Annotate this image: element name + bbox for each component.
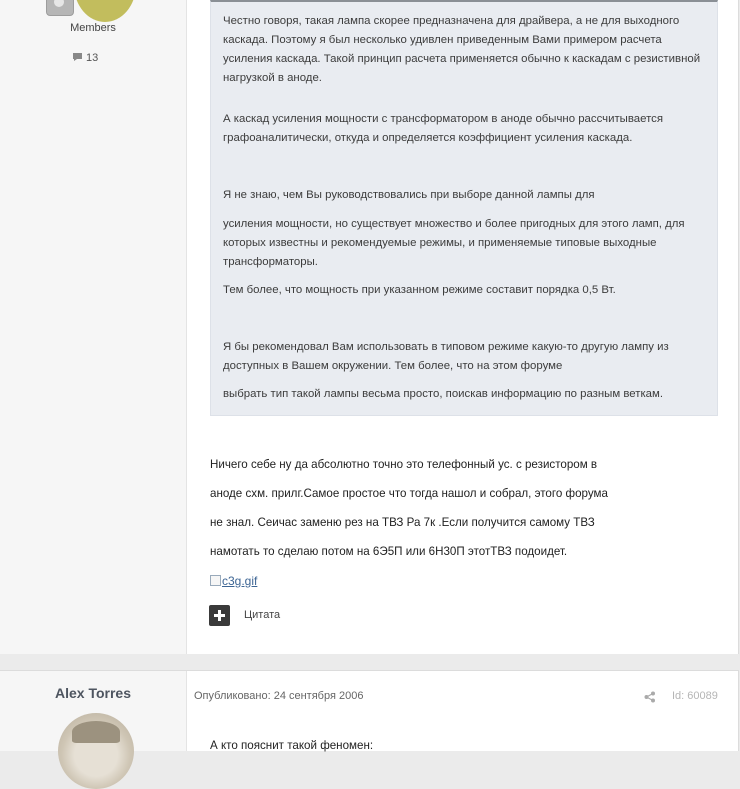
post-count <box>72 52 98 64</box>
author-panel <box>0 671 187 751</box>
quote-paragraph: Я не знаю, чем Вы руководствовались при выборе данной лампы для <box>223 189 595 201</box>
post-count-value: 13 <box>86 52 99 64</box>
broken-image-icon <box>210 575 221 586</box>
post-2 <box>0 670 739 751</box>
quote-paragraph: А каскад усиления мощности с трансформатором в аноде обычно рассчитывается графоаналитически, откуда и определяется коэффициент усиления каскада. <box>223 113 664 144</box>
quote-paragraph: выбрать тип такой лампы весьма просто, поискав информацию по разным веткам. <box>223 388 664 400</box>
post-text-line: не знал. Сеичас заменю рез на ТВЗ Ра 7к .Если получится самому ТВЗ <box>210 516 595 529</box>
rank-badge-icon <box>46 0 74 16</box>
author-panel <box>0 0 187 654</box>
author-name[interactable]: Alex Torres <box>55 685 131 701</box>
quote-paragraph: усиления мощности, но существует множество и более пригодных для этого ламп, для которых известны и рекомендуемые режимы, и применяемые типовые выходные трансформаторы. <box>223 218 685 268</box>
post-text-line: аноде схм. прилг.Самое простое что тогда нашол и собрал, этого форума <box>210 487 608 500</box>
image-alt: c3g.gif <box>222 574 258 588</box>
post-text-line: А кто пояснит такой феномен: <box>210 739 374 752</box>
share-icon[interactable] <box>644 691 656 703</box>
post-date: Опубликовано: 24 сентября 2006 <box>194 690 364 702</box>
author-group: Members <box>70 22 116 34</box>
broken-image-link[interactable] <box>210 574 257 588</box>
quote-paragraph: Честно говоря, такая лампа скорее предназначена для драйвера, а не для выходного каскада. Поэтому я был несколько удивлен приведенным Вами примером расчета усиления каскада. Такой принцип расчета применяется обычно к каскадам с резистивной нагрузкой в аноде. <box>223 15 701 84</box>
quote-paragraph: Я бы рекомендовал Вам использовать в типовом режиме какую-то другую лампу из доступных в Вашем окружении. Тем более, что на этом форуме <box>223 341 669 372</box>
plus-icon[interactable] <box>209 605 230 626</box>
avatar[interactable] <box>58 713 134 789</box>
post-text-line: намотать то сделаю потом на 6Э5П или 6Н30П этотТВЗ подоидет. <box>210 545 568 558</box>
blockquote <box>210 0 718 416</box>
post-text-line: Ничего себе ну да абсолютно точно это телефонный ус. с резистором в <box>210 458 598 471</box>
avatar[interactable] <box>74 0 136 22</box>
comment-icon <box>72 52 83 62</box>
quote-paragraph: Тем более, что мощность при указанном режиме составит порядка 0,5 Вт. <box>223 284 616 296</box>
post-id[interactable]: Id: 60089 <box>672 690 718 702</box>
quote-button[interactable]: Цитата <box>244 609 281 621</box>
